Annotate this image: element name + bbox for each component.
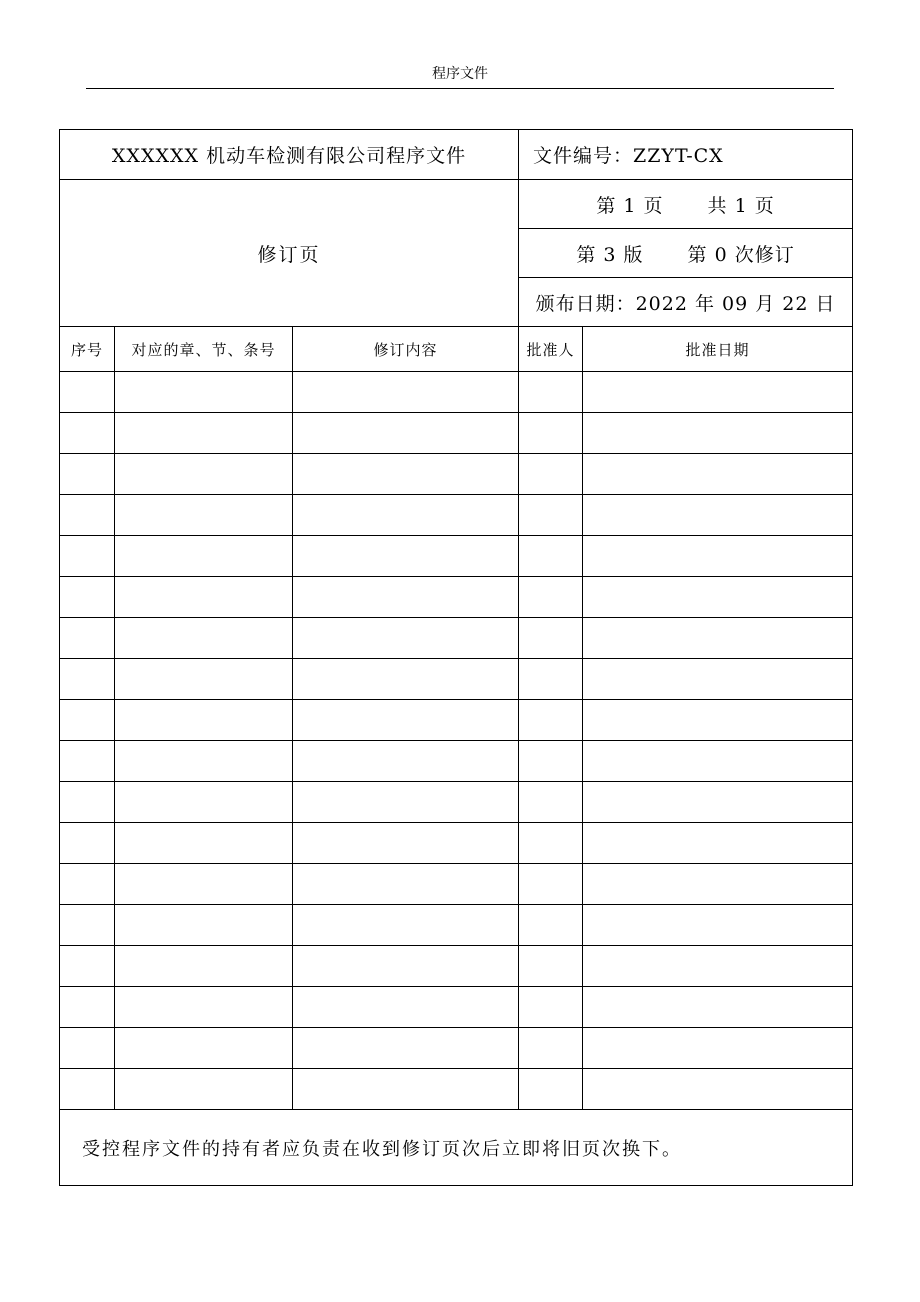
cell-index [60,659,115,700]
table-row [60,823,853,864]
cell-content [293,1028,519,1069]
page-header-label: 程序文件 [432,66,488,82]
cell-approval-date [583,372,853,413]
cell-section [115,618,293,659]
cell-approver [519,577,583,618]
col-header-section: 对应的章、节、条号 [115,327,293,372]
cell-index [60,454,115,495]
cell-index [60,987,115,1028]
cell-index [60,823,115,864]
cell-content [293,700,519,741]
cell-content [293,864,519,905]
page-info-row [60,180,853,229]
cell-approval-date [583,700,853,741]
cell-section [115,536,293,577]
cell-index [60,700,115,741]
cell-content [293,782,519,823]
cell-approval-date [583,987,853,1028]
cell-index [60,495,115,536]
cell-approver [519,864,583,905]
cell-index [60,577,115,618]
cell-approver [519,905,583,946]
cell-approval-date [583,577,853,618]
cell-index [60,741,115,782]
cell-index [60,946,115,987]
table-row [60,905,853,946]
cell-section [115,864,293,905]
cell-index [60,536,115,577]
cell-content [293,1069,519,1110]
cell-index [60,782,115,823]
cell-content [293,454,519,495]
table-row [60,700,853,741]
cell-section [115,372,293,413]
column-header-row [60,327,853,372]
cell-approver [519,987,583,1028]
footer-note: 受控程序文件的持有者应负责在收到修订页次后立即将旧页次换下。 [60,1110,853,1186]
cell-section [115,413,293,454]
table-row [60,946,853,987]
cell-content [293,659,519,700]
cell-index [60,1069,115,1110]
table-row [60,536,853,577]
table-row [60,495,853,536]
doc-number: 文件编号：ZZYT-CX [519,130,853,180]
table-row [60,413,853,454]
cell-approval-date [583,741,853,782]
cell-index [60,413,115,454]
table-row [60,782,853,823]
table-row [60,618,853,659]
page-title: 修订页 [60,180,519,327]
cell-index [60,618,115,659]
edition: 第 3 版 [576,243,644,266]
table-row [60,372,853,413]
cell-approver [519,372,583,413]
table-row [60,659,853,700]
cell-approver [519,1069,583,1110]
cell-section [115,905,293,946]
table-row [60,454,853,495]
col-header-approval-date: 批准日期 [583,327,853,372]
cell-content [293,372,519,413]
issue-date: 颁布日期：2022 年 09 月 22 日 [519,278,853,327]
cell-section [115,700,293,741]
table-row [60,1028,853,1069]
footer-row [60,1110,853,1186]
page-count-cell [519,180,853,229]
cell-index [60,864,115,905]
cell-approver [519,1028,583,1069]
cell-section [115,987,293,1028]
cell-content [293,495,519,536]
company-title: XXXXXX 机动车检测有限公司程序文件 [60,130,519,180]
cell-content [293,946,519,987]
cell-approver [519,618,583,659]
table-row [60,741,853,782]
cell-approver [519,413,583,454]
cell-approval-date [583,946,853,987]
cell-section [115,741,293,782]
cell-content [293,987,519,1028]
cell-approval-date [583,823,853,864]
cell-approval-date [583,495,853,536]
cell-approval-date [583,782,853,823]
cell-approver [519,741,583,782]
table-row [60,864,853,905]
cell-approval-date [583,536,853,577]
edition-cell [519,229,853,278]
cell-approver [519,823,583,864]
cell-approver [519,536,583,577]
cell-content [293,741,519,782]
cell-section [115,1028,293,1069]
cell-approval-date [583,618,853,659]
cell-approval-date [583,413,853,454]
cell-section [115,495,293,536]
col-header-content: 修订内容 [293,327,519,372]
cell-approval-date [583,1028,853,1069]
cell-section [115,946,293,987]
cell-section [115,782,293,823]
cell-approval-date [583,864,853,905]
table-row [60,1069,853,1110]
cell-content [293,536,519,577]
cell-approver [519,700,583,741]
table-row [60,987,853,1028]
cell-content [293,823,519,864]
cell-approver [519,946,583,987]
cell-approver [519,495,583,536]
document-table [59,129,853,1186]
cell-section [115,823,293,864]
cell-index [60,372,115,413]
cell-approval-date [583,1069,853,1110]
cell-approver [519,782,583,823]
header-rule [86,88,834,89]
cell-content [293,413,519,454]
col-header-index: 序号 [60,327,115,372]
cell-approver [519,659,583,700]
cell-approver [519,454,583,495]
cell-section [115,577,293,618]
cell-content [293,905,519,946]
cell-section [115,454,293,495]
cell-approval-date [583,454,853,495]
cell-section [115,659,293,700]
cell-approval-date [583,659,853,700]
page-number: 第 1 页 [596,194,664,217]
cell-index [60,1028,115,1069]
title-row [60,130,853,180]
page-total: 共 1 页 [707,194,775,217]
revision-count: 第 0 次修订 [687,243,795,266]
cell-content [293,577,519,618]
col-header-approver: 批准人 [519,327,583,372]
table-row [60,577,853,618]
cell-approval-date [583,905,853,946]
cell-section [115,1069,293,1110]
cell-content [293,618,519,659]
cell-index [60,905,115,946]
